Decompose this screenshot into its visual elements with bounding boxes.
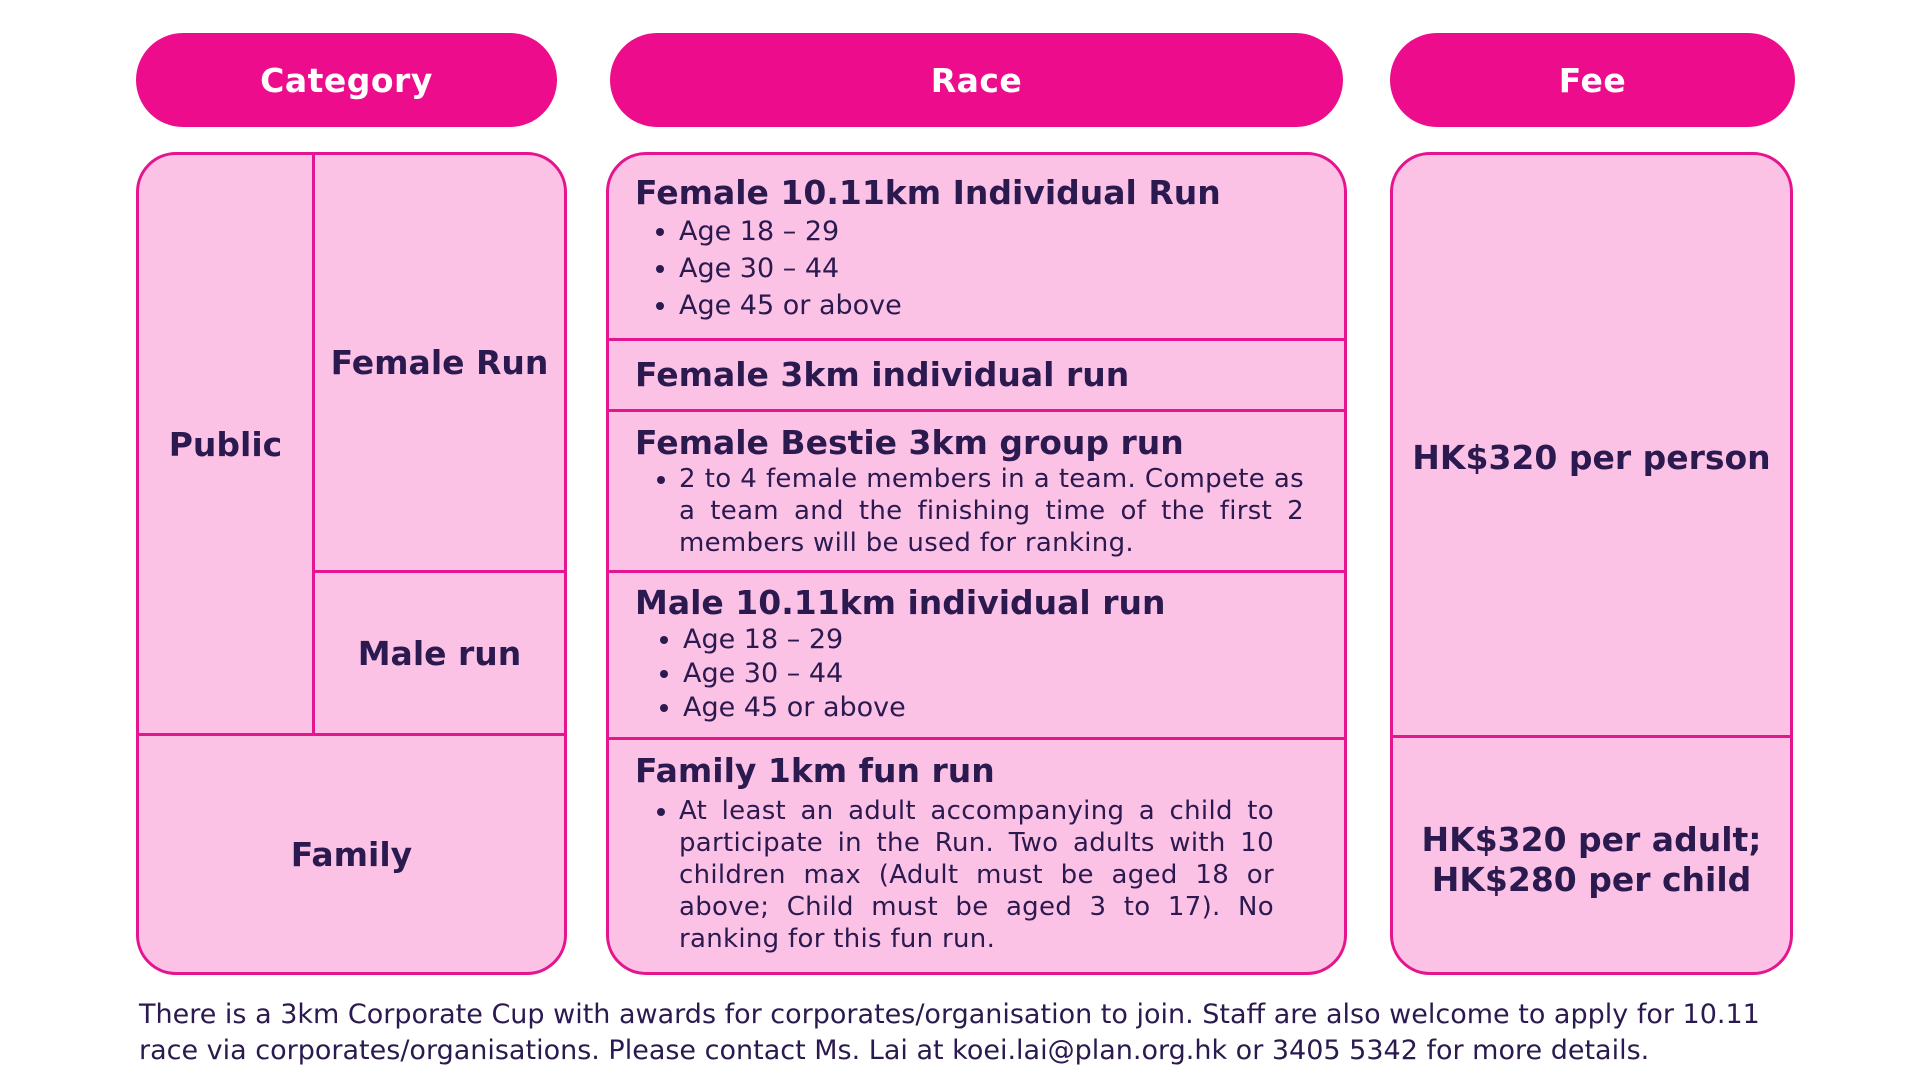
fee-family-child: HK$280 per child bbox=[1431, 860, 1752, 899]
list-item: • Age 45 or above bbox=[683, 691, 1304, 725]
list-item: • Age 30 – 44 bbox=[683, 657, 1304, 691]
race-female-3km bbox=[635, 355, 1304, 395]
list-item: • Age 30 – 44 bbox=[679, 250, 1304, 287]
category-header: Category bbox=[136, 33, 557, 127]
category-public: Public bbox=[168, 424, 283, 464]
race-title: Male 10.11km individual run bbox=[635, 583, 1166, 622]
race-divider-2 bbox=[609, 409, 1344, 412]
category-family: Family bbox=[290, 834, 413, 874]
category-panel bbox=[136, 152, 567, 975]
fee-panel bbox=[1390, 152, 1793, 975]
list-item: • Age 45 or above bbox=[679, 287, 1304, 324]
list-item: • 2 to 4 female members in a team. Compete as a team and the finishing time of the first 2 members will be used for ranking. bbox=[679, 463, 1304, 559]
race-divider-3 bbox=[609, 570, 1344, 573]
list-item: • Age 18 – 29 bbox=[679, 213, 1304, 250]
age-list bbox=[635, 213, 1304, 324]
race-title: Family 1km fun run bbox=[635, 751, 995, 790]
footer-note: There is a 3km Corporate Cup with awards for corporates/organisation to join. Staff are also welcome to apply for 10.11 race via corporates/organisations. Please contact Ms. Lai at koei.lai@plan.org.hk or 3405 5342 for more details. bbox=[139, 999, 1760, 1066]
fee-divider bbox=[1393, 735, 1790, 738]
list-item: • Age 18 – 29 bbox=[683, 623, 1304, 657]
fee-family-adult: HK$320 per adult; bbox=[1421, 820, 1762, 859]
race-divider-1 bbox=[609, 338, 1344, 341]
race-female-1011 bbox=[635, 173, 1304, 324]
race-family-1km bbox=[635, 751, 1274, 955]
list-item: • At least an adult accompanying a child to participate in the Run. Two adults with 10 children max (Adult must be aged 18 or above; Child must be aged 3 to 17). No ranking for this fun run. bbox=[679, 795, 1274, 955]
race-title: Female 10.11km Individual Run bbox=[635, 173, 1221, 212]
bestie-list bbox=[635, 463, 1304, 559]
race-header: Race bbox=[610, 33, 1343, 127]
race-male-1011 bbox=[635, 583, 1304, 725]
fee-header: Fee bbox=[1390, 33, 1795, 127]
category-female-run: Female Run bbox=[330, 343, 549, 382]
race-title: Female Bestie 3km group run bbox=[635, 423, 1184, 462]
race-title: Female 3km individual run bbox=[635, 355, 1130, 394]
race-bestie bbox=[635, 423, 1304, 559]
family-list bbox=[635, 795, 1274, 955]
race-divider-4 bbox=[609, 737, 1344, 740]
race-panel bbox=[606, 152, 1347, 975]
age-list bbox=[635, 623, 1304, 725]
fee-public: HK$320 per person bbox=[1412, 438, 1771, 477]
category-male-run: Male run bbox=[357, 633, 522, 673]
